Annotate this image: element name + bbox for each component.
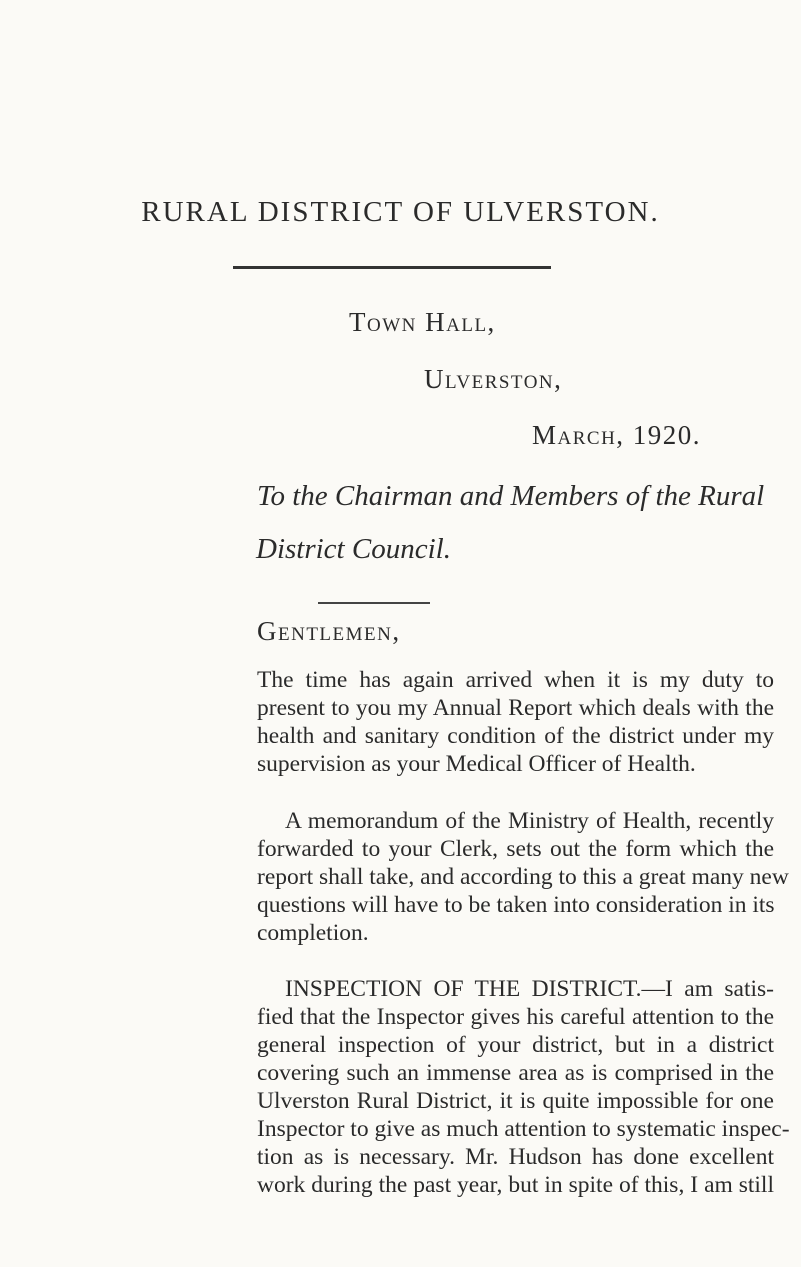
paragraph-line: INSPECTION OF THE DISTRICT.—I am satis-: [285, 976, 774, 1002]
section-rule: [318, 602, 430, 604]
address-line-1: Town Hall,: [349, 307, 496, 337]
address-date: March, 1920.: [532, 420, 702, 450]
paragraph-line: covering such an immense area as is comprised in the: [257, 1060, 774, 1086]
paragraph-line: report shall take, and according to this a great many new: [257, 864, 789, 890]
paragraph-2: [257, 807, 789, 947]
paragraph-line: questions will have to be taken into consideration in its: [257, 892, 775, 918]
address-line-2: Ulverston,: [424, 364, 563, 394]
addressee-line-1: To the Chairman and Members of the Rural: [257, 480, 765, 512]
greeting: Gentlemen,: [257, 616, 401, 646]
paragraph-line: A memorandum of the Ministry of Health, recently: [285, 808, 774, 834]
paragraph-line: work during the past year, but in spite of this, I am still: [257, 1172, 774, 1198]
title-rule: [233, 266, 551, 269]
paragraph-line: health and sanitary condition of the district under my: [257, 723, 774, 749]
paragraph-line: Inspector to give as much attention to systematic inspec-: [257, 1116, 790, 1142]
paragraph-1: [257, 666, 774, 778]
paragraph-line: Ulverston Rural District, it is quite impossible for one: [257, 1088, 774, 1114]
paragraph-line: forwarded to your Clerk, sets out the form which the: [257, 836, 774, 862]
paragraph-line: The time has again arrived when it is my duty to: [257, 667, 774, 693]
paragraph-line: general inspection of your district, but in a district: [257, 1032, 774, 1058]
document-title: RURAL DISTRICT OF ULVERSTON.: [141, 196, 660, 228]
paragraph-line: fied that the Inspector gives his careful attention to the: [257, 1004, 774, 1030]
paragraph-line: completion.: [257, 920, 369, 946]
paragraph-3: [257, 975, 790, 1199]
paragraph-line: tion as is necessary. Mr. Hudson has done excellent: [257, 1144, 774, 1170]
addressee-line-2: District Council.: [256, 533, 451, 565]
paragraph-line: supervision as your Medical Officer of Health.: [257, 751, 696, 777]
paragraph-line: present to you my Annual Report which deals with the: [257, 695, 774, 721]
